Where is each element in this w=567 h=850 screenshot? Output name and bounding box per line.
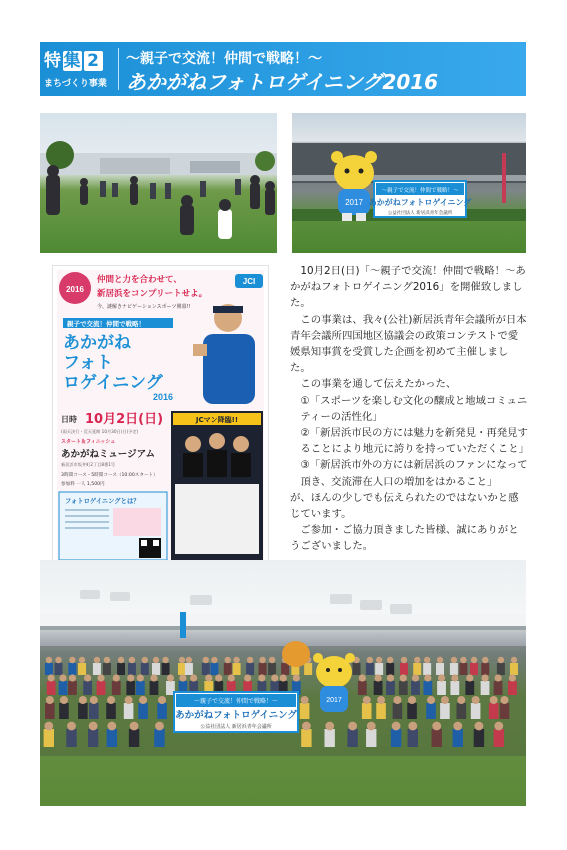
crowd-head [215, 674, 222, 681]
crowd-head [225, 657, 231, 663]
poster-what: フォトロゲイニングとは？ [65, 498, 140, 505]
article-header [40, 42, 526, 96]
crowd-body [494, 681, 503, 695]
body-paragraph-2: この事業は、我々(公社)新居浜青年会議所が日本青年会議所四国地区協議会の政策コンテストで愛媛県知事賞を受賞した企画を初めて主催しました。 [290, 313, 527, 375]
crowd-head [167, 674, 174, 681]
crowd-body [304, 663, 312, 675]
crowd-body [107, 729, 117, 747]
poster-sub: 親子で交流！仲間で戦略！ [67, 320, 145, 328]
crowd-head [301, 696, 309, 704]
crowd-head [94, 657, 100, 663]
crowd-head [44, 722, 53, 731]
crowd-head [89, 722, 98, 731]
crowd-body [66, 729, 76, 747]
crowd-body [210, 663, 218, 675]
crowd-head [84, 674, 91, 681]
crowd-body [246, 663, 254, 675]
crowd-head [271, 674, 278, 681]
crowd-head [269, 657, 275, 663]
crowd-head [69, 674, 76, 681]
crowd-body [366, 729, 376, 747]
crowd-body [129, 729, 139, 747]
crowd-head [441, 696, 449, 704]
crowd-head [79, 696, 87, 704]
crowd-head [424, 657, 430, 663]
crowd-body [45, 703, 55, 719]
crowd-head [427, 696, 435, 704]
crowd-body [450, 663, 458, 675]
group-banner-subtitle: ～親子で交流！仲間で戦略！～ [193, 698, 279, 705]
crowd-head [179, 657, 185, 663]
poster-tagline: 今、謎解きナビゲーションスポーツ開幕!! [97, 304, 191, 310]
crowd-head [113, 674, 120, 681]
crowd-body [353, 663, 361, 675]
crowd-body [393, 703, 403, 719]
crowd-body [47, 681, 56, 695]
body-list-item-1: ①「スポーツを楽しむ文化の醸成と地域コミュニティーの活性化」 [300, 394, 528, 423]
banner-org: 公益社団法人 新居浜青年会議所 [387, 211, 453, 216]
crowd-body [136, 681, 145, 695]
crowd-body [470, 663, 478, 675]
crowd-head [457, 696, 465, 704]
crowd-head [79, 657, 85, 663]
banner-subtitle: ～親子で交流！仲間で戦略！～ [381, 188, 459, 194]
crowd-body [457, 703, 467, 719]
crowd-head [374, 674, 381, 681]
photo-group-drawing [40, 560, 526, 806]
crowd-body [152, 663, 160, 675]
header-divider [118, 48, 119, 90]
crowd-body [481, 681, 490, 695]
crowd-head [233, 657, 239, 663]
crowd-body [103, 663, 111, 675]
crowd-head [153, 657, 159, 663]
crowd-body [185, 663, 193, 675]
crowd-body [324, 729, 334, 747]
crowd-body [281, 663, 289, 675]
crowd-head [451, 674, 458, 681]
crowd-head [453, 722, 462, 731]
body-paragraph-1: 10月2日(日)「～親子で交流！仲間で戦略！～あかがねフォトロゲイニング2016」を開催致しました。 [290, 265, 526, 310]
crowd-body [362, 703, 372, 719]
crowd-head [302, 722, 311, 731]
crowd-head [460, 657, 466, 663]
crowd-body [157, 703, 167, 719]
crowd-head [494, 674, 501, 681]
crowd-body [68, 663, 76, 675]
feature-tag-main [44, 46, 104, 71]
crowd-body [68, 681, 77, 695]
crowd-body [376, 703, 386, 719]
article-title: あかがねフォトロゲイニング2016 [126, 70, 439, 94]
crowd-body [106, 703, 116, 719]
crowd-head [501, 696, 509, 704]
crowd-head [158, 696, 166, 704]
poster-headline-1: 仲間と力を合わせて、 [97, 275, 182, 285]
crowd-head [162, 657, 168, 663]
crowd-head [438, 674, 445, 681]
crowd-head [228, 674, 235, 681]
crowd-body [510, 663, 518, 675]
crowd-head [139, 696, 147, 704]
crowd-head [46, 696, 54, 704]
crowd-body [150, 681, 159, 695]
crowd-body [358, 681, 367, 695]
crowd-body [301, 729, 311, 747]
crowd-head [150, 674, 157, 681]
crowd-body [224, 663, 232, 675]
crowd-head [205, 674, 212, 681]
body-paragraph-3: この事業を通して伝えたかった、 [300, 378, 457, 391]
crowd-body [55, 663, 63, 675]
crowd-body [465, 681, 474, 695]
crowd-head [118, 657, 124, 663]
poster-jcman: JCマン降臨!! [195, 416, 239, 424]
crowd-head [367, 657, 373, 663]
crowd-body [300, 703, 310, 719]
crowd-body [162, 663, 170, 675]
crowd-body [44, 729, 54, 747]
crowd-head [377, 696, 385, 704]
crowd-head [69, 657, 75, 663]
mascot-number: 2017 [345, 198, 363, 207]
crowd-head [466, 674, 473, 681]
crowd-head [472, 696, 480, 704]
photo-mascot-banner-drawing [292, 113, 526, 253]
feature-category: まちづくり事業 [44, 79, 107, 89]
crowd-body [423, 663, 431, 675]
crowd-body [399, 681, 408, 695]
crowd-head [432, 722, 441, 731]
crowd-head [125, 696, 133, 704]
crowd-body [375, 663, 383, 675]
photo-group [40, 560, 526, 806]
poster-start-label: スタート＆フィニッシュ [61, 439, 116, 445]
crowd-body [366, 663, 374, 675]
crowd-head [498, 657, 504, 663]
feature-tag [40, 42, 110, 96]
crowd-head [59, 674, 66, 681]
crowd-body [471, 703, 481, 719]
crowd-body [411, 681, 420, 695]
photo-mascot-banner [292, 113, 526, 253]
feature-number: 2 [84, 51, 103, 71]
crowd-head [400, 674, 407, 681]
crowd-head [155, 722, 164, 731]
crowd-head [471, 657, 477, 663]
crowd-body [97, 681, 106, 695]
crowd-body [489, 703, 499, 719]
crowd-body [259, 663, 267, 675]
crowd-head [408, 722, 417, 731]
poster-headline-2: 新居浜をコンプリートせよ。 [97, 289, 208, 299]
crowd-head [408, 696, 416, 704]
poster-jci: JCI [242, 277, 256, 286]
crowd-head [451, 657, 457, 663]
crowd-body [93, 663, 101, 675]
crowd-body [347, 729, 357, 747]
crowd-body [124, 703, 134, 719]
poster-date: 10月2日(日) [85, 412, 164, 427]
crowd-body [59, 703, 69, 719]
poster-fee: 参加料 一人 1,500円 [61, 482, 105, 487]
crowd-head [247, 657, 253, 663]
crowd-body [459, 663, 467, 675]
poster-venue: あかがねミュージアム [61, 449, 155, 460]
crowd-head [490, 696, 498, 704]
article-subtitle: ～親子で交流！仲間で戦略！～ [126, 51, 322, 67]
crowd-head [244, 674, 251, 681]
poster-year: 2016 [153, 392, 174, 402]
poster-title-2: フォト [63, 353, 114, 373]
group-mascot-number: 2017 [326, 697, 342, 704]
crowd-head [392, 722, 401, 731]
crowd-body [426, 703, 436, 719]
crowd-head [127, 674, 134, 681]
article-body [290, 263, 528, 555]
crowd-head [67, 722, 76, 731]
poster-title-1: あかがね [63, 333, 131, 353]
crowd-head [363, 696, 371, 704]
poster-title-3: ロゲイニング [63, 373, 163, 393]
crowd-head [97, 674, 104, 681]
crowd-body [83, 681, 92, 695]
crowd-head [258, 674, 265, 681]
body-list-item-2: ②「新居浜市民の方には魅力を新発見・再発見することにより地元に誇りを持っていただくこと」 [300, 427, 529, 456]
crowd-head [203, 657, 209, 663]
poster-date-note: (雨天決行・荒天延期 10月30日(日)予定) [61, 429, 139, 434]
crowd-head [481, 674, 488, 681]
group-banner-title: あかがねフォトロゲイニング [175, 710, 297, 721]
crowd-body [497, 663, 505, 675]
crowd-body [178, 663, 186, 675]
body-list-item-3: ③「新居浜市外の方には新居浜のファンになって頂き、交流滞在人口の増加をはかること」 [300, 459, 528, 488]
crowd-body [481, 663, 489, 675]
crowd-body [391, 729, 401, 747]
crowd-body [268, 663, 276, 675]
crowd-head [190, 674, 197, 681]
crowd-head [359, 674, 366, 681]
body-paragraph-5: ご参加・ご協力頂きました皆様、誠にありがとうございました。 [290, 524, 519, 553]
crowd-body [413, 663, 421, 675]
crowd-head [401, 657, 407, 663]
crowd-body [141, 663, 149, 675]
crowd-body [88, 729, 98, 747]
crowd-head [137, 674, 144, 681]
crowd-body [138, 703, 148, 719]
crowd-body [78, 663, 86, 675]
crowd-head [367, 722, 376, 731]
crowd-head [55, 657, 61, 663]
crowd-head [186, 657, 192, 663]
crowd-head [376, 657, 382, 663]
crowd-body [128, 663, 136, 675]
photo-crowd-field-drawing [40, 113, 277, 253]
crowd-body [154, 729, 164, 747]
poster-date-label: 日時 [61, 415, 77, 424]
crowd-body [408, 729, 418, 747]
crowd-body [436, 663, 444, 675]
crowd-head [325, 722, 334, 731]
crowd-body [374, 681, 383, 695]
crowd-head [414, 657, 420, 663]
crowd-head [107, 696, 115, 704]
poster-course: 3時間コース・5時間コース（10:00スタート） [61, 473, 158, 478]
feature-char-2: 集 [63, 51, 82, 71]
crowd-head [280, 674, 287, 681]
crowd-body [453, 729, 463, 747]
crowd-head [393, 696, 401, 704]
crowd-body [386, 681, 395, 695]
crowd-body [59, 681, 68, 695]
poster-badge: 2016 [66, 285, 84, 294]
crowd-head [387, 657, 393, 663]
crowd-body [126, 681, 135, 695]
crowd-body [423, 681, 432, 695]
crowd-body [508, 681, 517, 695]
crowd-head [412, 674, 419, 681]
crowd-body [112, 681, 121, 695]
crowd-body [500, 703, 510, 719]
crowd-head [348, 722, 357, 731]
crowd-head [482, 657, 488, 663]
crowd-body [494, 729, 504, 747]
crowd-head [474, 722, 483, 731]
crowd-head [60, 696, 68, 704]
crowd-body [432, 729, 442, 747]
crowd-head [130, 722, 139, 731]
crowd-body [89, 703, 99, 719]
crowd-body [45, 663, 53, 675]
group-banner-org: 公益社団法人 新居浜青年会議所 [200, 724, 272, 730]
crowd-body [202, 663, 210, 675]
crowd-head [179, 674, 186, 681]
crowd-body [407, 703, 417, 719]
crowd-head [293, 674, 300, 681]
crowd-body [117, 663, 125, 675]
crowd-head [211, 657, 217, 663]
banner-title: あかがねフォトロゲイニング [368, 198, 472, 207]
crowd-body [233, 663, 241, 675]
crowd-body [474, 729, 484, 747]
crowd-body [78, 703, 88, 719]
crowd-head [107, 722, 116, 731]
crowd-body [386, 663, 394, 675]
crowd-head [129, 657, 135, 663]
crowd-head [437, 657, 443, 663]
crowd-head [46, 657, 52, 663]
photo-crowd-field [40, 113, 277, 253]
crowd-head [90, 696, 98, 704]
crowd-head [387, 674, 394, 681]
crowd-head [424, 674, 431, 681]
crowd-head [494, 722, 503, 731]
crowd-head [511, 657, 517, 663]
crowd-head [259, 657, 265, 663]
crowd-body [450, 681, 459, 695]
crowd-head [142, 657, 148, 663]
feature-char-1: 特 [44, 51, 62, 71]
crowd-head [104, 657, 110, 663]
poster-venue-addr: 新居浜市坂井町2丁目8番1号 [61, 462, 116, 467]
crowd-body [400, 663, 408, 675]
body-paragraph-4: が、ほんの少しでも伝えられたのではないかと感じています。 [290, 491, 519, 521]
crowd-body [437, 681, 446, 695]
crowd-head [509, 674, 516, 681]
crowd-head [48, 674, 55, 681]
crowd-body [440, 703, 450, 719]
